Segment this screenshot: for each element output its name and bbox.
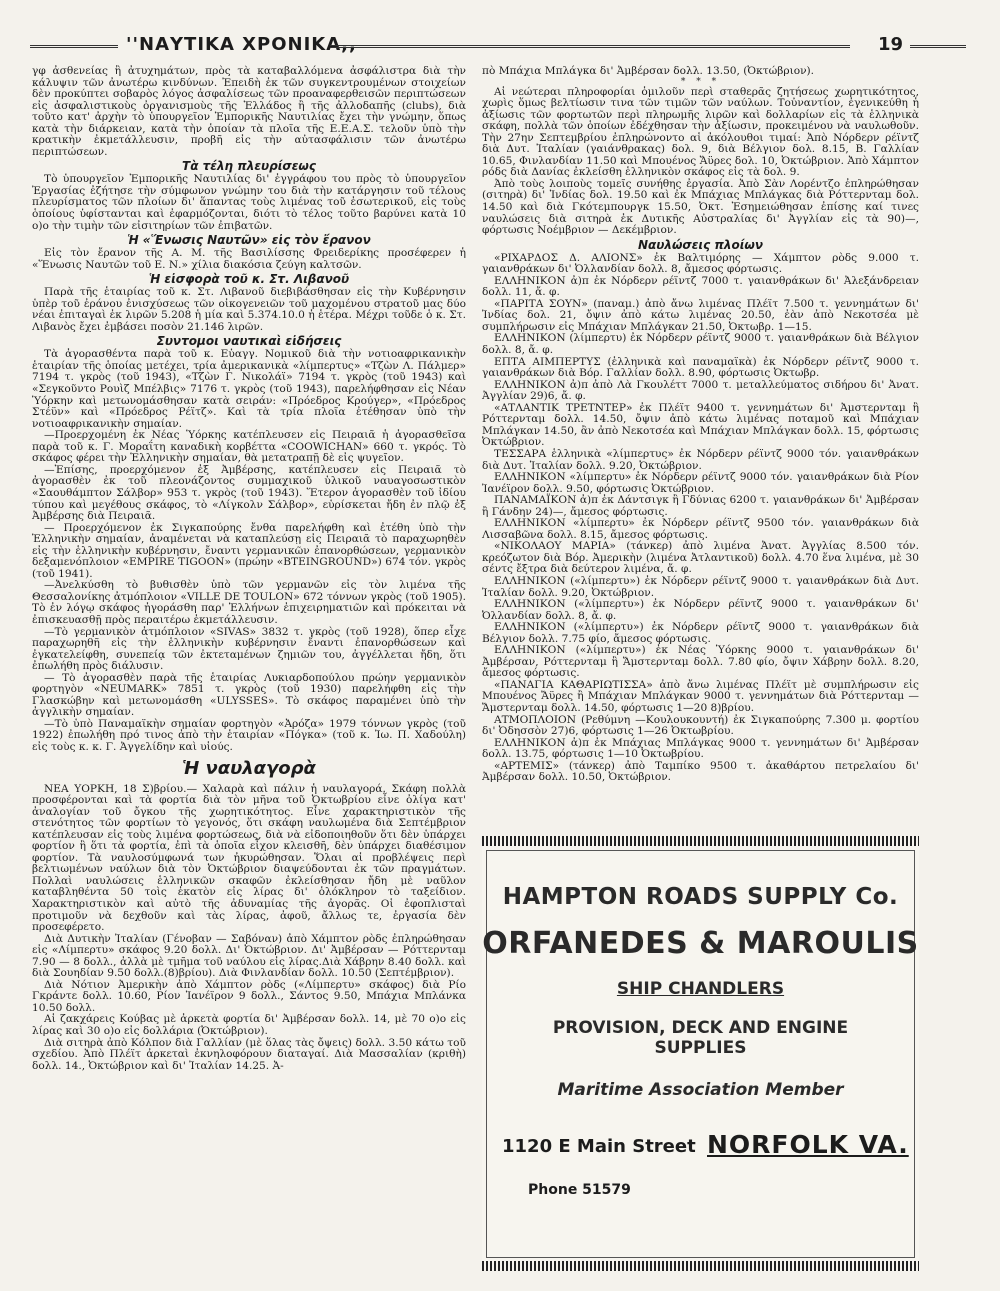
article-paragraph: —Προερχομένη ἐκ Νέας Ὑόρκης κατέπλευσεν εἰς Πειραιᾶ ἡ ἀγορασθεῖσα παρὰ τοῦ κ. Γ. Μοραΐτη καναδικὴ κορβέττα «COOWICHAN» 660 τ. γκρός. Τὸ σκάφος φέρει τὴν Ἑλληνικὴν σημαίαν, θὰ μετατραπῇ δὲ εἰς ψυγεῖον. bbox=[32, 429, 466, 465]
running-header bbox=[30, 34, 970, 58]
left-column bbox=[32, 66, 466, 1072]
article-paragraph: Παρὰ τῆς ἑταιρίας τοῦ κ. Στ. Λιβανοῦ διεβιβάσθησαν εἰς τὴν Κυβέρνησιν ὑπὲρ τοῦ ἐράνου ἐνισχύσεως τῶν οἰκογενειῶν τοῦ μαχομένου στρατοῦ μας δύο νέαι ἐπιταγαὶ ἐκ λιρῶν 5.208 ἡ μία καὶ 5.374.10.0 ἡ ἑτέρα. Μέχρι τοῦδε ὁ κ. Στ. Λιβανὸς ἔχει ἐμβάσει ποσὸν 21.146 λιρῶν. bbox=[32, 286, 466, 333]
article-paragraph: ΕΛΛΗΝΙΚΟΝ («λίμπερτυ») ἐκ Νόρδερν ρέϊντζ 9000 τ. γαιανθράκων διὰ Βέλγιον δολλ. 7.75 φίο, ἄμεσος φόρτωσις. bbox=[482, 621, 919, 645]
article-paragraph: — Τὸ ἀγορασθὲν παρὰ τῆς ἑταιρίας Λυκιαρδοπούλου πρώην γερμανικὸν φορτηγὸν «NEUMARK» 7851 τ. γκρὸς (τοῦ 1930) παρελήφθη εἰς τὴν Γλασκώβην καὶ μετωνομάσθη «ULYSSES». Τὸ σκάφος παραμένει ὑπὸ τὴν ἀγγλικὴν σημαίαν. bbox=[32, 671, 466, 719]
article-paragraph: «ΑΡΤΕΜΙΣ» (τάνκερ) ἀπὸ Ταμπίκο 9500 τ. ἀκαθάρτου πετρελαίου δι' Ἀμβέρσαν δολλ. 10.50, Ὀκτώβριον. bbox=[482, 759, 919, 784]
publication-title: ''ΝΑΥΤΙΚΑ ΧΡΟΝΙΚΑ,, bbox=[126, 34, 357, 55]
article-paragraph: —Ἐπίσης, προερχόμενον ἐξ Ἀμβέρσης, κατέπλευσεν εἰς Πειραιᾶ τὸ ἀγορασθὲν ἐκ τοῦ πλεονάζοντος συμμαχικοῦ ὑλικοῦ ναυαγοσωστικὸν «Σαουθάμπτον Σάλβορ» 953 τ. γκρὸς (τοῦ 1943). Ἕτερον ἀγορασθὲν τοῦ ἰδίου τύπου καὶ μεγέθους σκάφος, τὸ «Λίγκολν Σάλβορ», εὑρίσκεται ἤδη ἐν πλῷ ἐξ Ἀμβέρσης διὰ Πειραιᾶ. bbox=[32, 463, 466, 523]
article-paragraph: «ΑΤΛΑΝΤΙΚ ΤΡΕΤΝΤΕΡ» ἐκ Πλέϊτ 9400 τ. γεννημάτων δι' Ἀμστερνταμ ἢ Ρόττερνταμ δολλ. 14.50, ὄψιν ἀπὸ κάτω λιμένας ποταμοῦ καὶ Μπάχιαν Μπλάγκαν 14.50, ἂν ἀπὸ Νεκοτσέα καὶ Μπάχιαν Μπλάγκαν δολλ. 15, φόρτωσις Ὀκτώβριον. bbox=[482, 401, 919, 449]
section-heading-large: Ἡ ναυλαγορὰ bbox=[182, 757, 316, 779]
ad-border-bottom bbox=[482, 1261, 919, 1271]
ad-supplies-line2: SUPPLIES bbox=[654, 1038, 747, 1058]
article-paragraph: ΕΛΛΗΝΙΚΟΝ ἀ)π ἐκ Νόρδερν ρέϊντζ 7000 τ. γαιανθράκων δι' Ἀλεξάνδρειαν δολλ. 11, ἄ. φ. bbox=[482, 274, 919, 299]
article-paragraph: ΕΛΛΗΝΙΚΟΝ (λίμπερτυ) ἐκ Νόρδερν ρέϊντζ 9000 τ. γαιανθράκων διὰ Βέλγιον δολλ. 8, ἄ. φ. bbox=[482, 332, 919, 357]
article-paragraph: ΕΛΛΗΝΙΚΟΝ («λίμπερτυ») ἐκ Νόρδερν ρέϊντζ 9000 τ. γαιανθράκων διὰ Δυτ. Ἰταλίαν δολλ. 9.20, Ὀκτώβριον. bbox=[482, 574, 919, 599]
article-paragraph: πὸ Μπάχια Μπλάγκα δι' Ἀμβέρσαν δολλ. 13.50, (Ὀκτώβριον). bbox=[482, 65, 815, 77]
article-paragraph: ΕΛΛΗΝΙΚΟΝ «λίμπερτυ» ἐκ Νόρδερν ρέϊντζ 9500 τόν. γαιανθράκων διὰ Λισσαβῶνα δολλ. 8.15, ἄμεσος φόρτωσις. bbox=[482, 517, 919, 541]
section-heading: Ἡ εἰσφορὰ τοῦ κ. Στ. Λιβανοῦ bbox=[148, 272, 350, 287]
header-rule-left bbox=[30, 45, 118, 51]
article-paragraph: ΤΕΣΣΑΡΑ ἑλληνικὰ «λίμπερτυς» ἐκ Νόρδερν ρέϊντζ 9000 τόν. γαιανθράκων διὰ Δυτ. Ἰταλίαν δολλ. 9.20, Ὀκτώβριον. bbox=[482, 447, 919, 472]
article-paragraph: Αἱ ζακχάρεις Κούβας μὲ ἀρκετὰ φορτία δι' Ἀμβέρσαν δολλ. 14, μὲ 70 ο)ο εἰς λίρας καὶ 30 ο)ο εἰς δολλάρια (Ὀκτώβριον). bbox=[32, 1013, 466, 1038]
ad-firm-name: ORFANEDES & MAROULIS bbox=[482, 926, 919, 961]
page-number: 19 bbox=[878, 34, 904, 55]
section-heading: Ναυλώσεις πλοίων bbox=[637, 237, 763, 252]
article-paragraph: —Ἀνελκύσθη τὸ βυθισθὲν ὑπὸ τῶν γερμανῶν εἰς τὸν λιμένα τῆς Θεσσαλονίκης ἀτμόπλοιον «VILLE DE TOULON» 672 τόννων γκρὸς (τοῦ 1905). Τὸ ἐν λόγῳ σκάφος ἠγοράσθη παρ' Ἑλλήνων ἐπιχειρηματιῶν καὶ πρόκειται νὰ ἐπισκευασθῇ πρὸς περαιτέρω ἐκμετάλλευσιν. bbox=[32, 579, 466, 626]
article-paragraph: ΕΛΛΗΝΙΚΟΝ («λίμπερτυ») ἐκ Νόρδερν ρέϊντζ 9000 τ. γαιανθράκων δι' Ὀλλανδίαν δολλ. 8, ἄ. φ. bbox=[482, 598, 919, 622]
article-paragraph: ΠΑΝΑΜΑΪΚΟΝ ἀ)π ἐκ Δάντσιγκ ἢ Γδύνιας 6200 τ. γαιανθράκων δι' Ἀμβέρσαν ἢ Γάνδην 24)—, ἄμεσος φόρτωσις. bbox=[482, 494, 919, 518]
ad-ship-chandlers: SHIP CHANDLERS bbox=[616, 979, 785, 999]
ad-company-line: HAMPTON ROADS SUPPLY Co. bbox=[502, 884, 899, 910]
header-rule-right bbox=[910, 45, 966, 51]
article-paragraph: Διὰ σιτηρὰ ἀπὸ Κόλπον διὰ Γαλλίαν (μὲ ὅλας τὰς ὄψεις) δολλ. 3.50 κάτω τοῦ σχεδίου. Ἀπὸ Πλέϊτ ἀρκεταὶ ἐκνηλοφόρουν διαταγαί. Διὰ Μασσαλίαν (κριθὴ) δολλ. 14., Ὀκτώβριον καὶ δι' Ἰταλίαν 14.25. Ἀ- bbox=[32, 1036, 466, 1072]
right-column bbox=[482, 66, 919, 784]
section-heading: Συντομοι ναυτικαὶ εἰδήσεις bbox=[156, 334, 342, 349]
section-heading: Ἡ «Ἕνωσις Ναυτῶν» εἰς τὸν ἔρανον bbox=[127, 233, 371, 248]
article-paragraph: ΑΤΜΟΠΛΟΙΟΝ (Ρεθύμνη —Κουλουκουντή) ἐκ Σιγκαπούρης 7.300 μ. φορτίου δι' Ὀδησσὸν 27)6, φόρτωσις 1—26 Ὀκτωβρίου. bbox=[482, 713, 919, 738]
article-paragraph: Τὸ ὑπουργεῖον Ἐμπορικῆς Ναυτιλίας δι' ἐγγράφου του πρὸς τὸ ὑπουργεῖον Ἐργασίας ἐζήτησε τὴν σύμφωνον γνώμην του διὰ τὴν κατάργησιν τοῦ τέλους πλευρίσματος τῶν πλοίων δι' ἅπαντας τοὺς λιμένας τοῦ ἐσωτερικοῦ, εἰς τοὺς ὁποίους ὑφίστανται καὶ ἐφαρμόζονται, διότι τὸ τέλος τοῦτο βαρύνει κατὰ 10 ο)ο τὴν τιμὴν τῶν εἰσιτηρίων τῶν ἐπιβατῶν. bbox=[32, 173, 466, 232]
article-paragraph: «ΝΙΚΟΛΑΟΥ ΜΑΡΙΑ» (τάνκερ) ἀπὸ λιμένα Ἀνατ. Ἀγγλίας 8.500 τόν. κρεόζωτον διὰ Βόρ. Ἀμερικὴν (λιμένα Ἀτλαντικοῦ) δολλ. 4.70 ἕνα λιμένα, μὲ 30 σέντς ἔξτρα διὰ δεύτερον λιμένα, ἄ. φ. bbox=[482, 540, 919, 576]
article-paragraph: γφ ἀσθενείας ἢ ἀτυχημάτων, πρὸς τὰ καταβαλλόμενα ἀσφάλιστρα διὰ τὴν κάλυψιν τῶν ἀνωτέρω κινδύνων. Ἐπειδὴ ἐκ τῶν συγκεντρουμένων στοιχείων δὲν προκύπτει σοβαρὸς λόγος ἀσφαλίσεως τῶν προαναφερθεισῶν περιπτώσεων εἰς ἀσφαλιστικοὺς ὀργανισμοὺς τῆς Ἑλλάδος ἢ τῆς ἀλλοδαπῆς (clubs), διὰ τοῦτο κατ' ἀρχὴν τὸ ὑπουργεῖον Ἐμπορικῆς Ναυτιλίας ἔχει τὴν γνώμην, ὅπως κατὰ τὴν διάρκειαν, κατὰ τὴν ὁποίαν τὰ πλοῖα τῆς Ε.Ε.Α.Σ. τελοῦν ὑπὸ τὴν κρατικὴν ἐκμετάλλευσιν, προβῆ εἰς τὴν αὐτασφάλισιν τῶν ἀνωτέρω περιπτώσεων. bbox=[32, 65, 466, 158]
section-separator: * * * bbox=[680, 76, 721, 87]
section-heading: Τὰ τέλη πλευρίσεως bbox=[182, 159, 316, 174]
article-paragraph: ΝΕΑ ΥΟΡΚΗ, 18 Σ)βρίου.— Χαλαρὰ καὶ πάλιν ἡ ναυλαγορά. Σκάφη πολλὰ προσφέρονται καὶ τὰ φορτία διὰ τὸν μῆνα τοῦ Ὀκτωβρίου εἶνε ὀλίγα κατ' ἀναλογίαν τοῦ ὄγκου τῆς χωρητικότητος. Εἶνε χαρακτηριστικὸν τῆς στενότητος τῶν φορτίων τὸ γεγονός, ὅτι σκάφη ναυλωμένα διὰ Σεπτέμβριον κατέπλευσαν εἰς τοὺς λιμένα φορτώσεως, διὰ νὰ εἰδοποιηθοῦν ὅτι δὲν ὑπάρχει φορτίον ἢ ὅτι τὰ φορτία, ἐπὶ τὰ ὁποῖα εἶχον κλεισθῆ, δὲν ὑπάρχει διαθέσιμον φορτίον. Τὰ ναυλοσύμφωνά των ἠκυρώθησαν. Ὅλαι αἱ προβλέψεις περὶ βελτιωμένων ναύλων διὰ τὸν Ὀκτώβριον διαψεύδονται ἐκ τῶν πραγμάτων. Πολλαὶ ναυλώσεις ἑλληνικῶν σκαφῶν ἐκλείσθησαν ἤδη μὲ ναῦλον καταβληθέντα 50 τοὶς ἑκατὸν εἰς λίρας δι' ὁλόκληρον τὸ ταξείδιον. Χαρακτηριστικὸν καὶ αὐτὸ τῆς ἀδυναμίας τῆς ἀγορᾶς. Οἱ ἐφοπλισταὶ προτιμοῦν νὰ δεχθοῦν καὶ τὰς λίρας, ἀφοῦ, ἄλλως τε, ἐργασία δὲν προσεφέρετο. bbox=[32, 782, 466, 934]
article-paragraph: ΕΛΛΗΝΙΚΟΝ «λίμπερτυ» ἐκ Νόρδερν ρέϊντζ 9000 τόν. γαιανθράκων διὰ Ρίον Ἰανέϊρον δολλ. 9.50, φόρτωσις Ὀκτώβριον. bbox=[482, 471, 919, 495]
article-paragraph: —Τὸ γερμανικὸν ἀτμόπλοιον «SIVAS» 3832 τ. γκρὸς (τοῦ 1928), ὅπερ εἶχε παραχωρηθῆ εἰς τὴν ἑλληνικὴν κυβέρνησιν ἔναντι ἐπανορθώσεων καὶ ἐγκατελείφθη, συνεπείᾳ τῶν ἐκτεταμένων ζημιῶν του, ἀγγέλλεται ἤδη, ὅτι ἐπωλήθη πρὸς διάλυσιν. bbox=[32, 625, 466, 673]
article-paragraph: —Τὸ ὑπὸ Παναμαϊκὴν σημαίαν φορτηγὸν «Ἀρόζα» 1979 τόννων γκρὸς (τοῦ 1922) ἐπωλήθη πρό τινος ἀπὸ τὴν ἑταιρίαν «Πόγκα» (τοῦ κ. Ἰω. Π. Χαδούλη) εἰς τοὺς κ. κ. Γ. Ἀγγελίδην καὶ υἱούς. bbox=[32, 717, 466, 753]
article-paragraph: Αἱ νεώτεραι πληροφορίαι ὁμιλοῦν περὶ σταθερᾶς ζητήσεως χωρητικότητος, χωρὶς ὅμως βελτίωσιν τινα τῶν τιμῶν τῶν ναύλων. Τοὐναντίον, ἐγενικεύθη ἡ ἀξίωσις τῶν φορτωτῶν περὶ πληρωμῆς λιρῶν καὶ δολλαρίων εἰς τὰ ἑλληνικὰ σκάφη, πολλὰ τῶν ὁποίων ἐδέχθησαν τὴν ἀξίωσιν, προκειμένου νὰ ναυλωθοῦν. Τὴν 27ην Σεπτεμβρίου ἐπληρώνοντο αἱ ἀκόλουθοι τιμαί: Ἀπὸ Νόρδερν ρέϊντζ διὰ Δυτ. Ἰταλίαν (γαιάνθρακας) δολ. 9, διὰ Βέλγιον δολ. 8.15, Β. Γαλλίαν 10.65, Φινλανδίαν 11.50 καὶ Μπουένος Ἄϋρες δολ. 10, Ὀκτώβριον. Ἀπὸ Χάμπτον ρόδς διὰ Δανίας ἐκλείσθη ἑλληνικὸν σκάφος εἰς τὰ δολ. 9. bbox=[482, 85, 919, 179]
advertisement-box bbox=[482, 836, 919, 1271]
ad-phone: Phone 51579 bbox=[528, 1182, 631, 1198]
article-paragraph: Διὰ Νότιον Ἀμερικὴν ἀπὸ Χάμπτον ρὸδς («Λίμπερτυ» σκάφος) διὰ Ρίο Γκράντε δολλ. 10.60, Ρίον Ἰανέϊρον 9 δολλ., Σάντος 9.50, Μπάχια Μπλάνκα 10.50 δολλ. bbox=[32, 978, 466, 1014]
article-paragraph: ΕΛΛΗΝΙΚΟΝ ἀ)π ἐκ Μπάχιας Μπλάγκας 9000 τ. γεννημάτων δι' Ἀμβέρσαν δολλ. 13.75, φόρτωσις 1—10 Ὀκτωβρίου. bbox=[482, 736, 919, 761]
ad-membership: Maritime Association Member bbox=[557, 1080, 844, 1100]
article-paragraph: «ΠΑΝΑΓΙΑ ΚΑΘΑΡΙΩΤΙΣΣΑ» ἀπὸ ἄνω λιμένας Πλέϊτ μὲ συμπλήρωσιν εἰς Μπουένος Ἄϋρες ἢ Μπάχιαν Μπλάγκαν 9000 τ. γεννημάτων διὰ Ρόττερνταμ — Ἄμστερνταμ δολλ. 14.50, φόρτωσις 1—20 8)βρίου. bbox=[482, 678, 919, 714]
ad-city: NORFOLK VA. bbox=[707, 1130, 909, 1159]
article-paragraph: ΕΠΤΑ ΑΙΜΠΕΡΤΥΣ (ἑλληνικὰ καὶ παναμαϊκὰ) ἐκ Νόρδερν ρέϊντζ 9000 τ. γαιανθράκων διὰ Βόρ. Γαλλίαν δολλ. 8.90, φόρτωσις Ὀκτωβρ. bbox=[482, 355, 919, 380]
article-paragraph: Εἰς τὸν ἔρανον τῆς Α. Μ. τῆς Βασιλίσσης Φρειδερίκης προσέφερεν ἡ «Ἕνωσις Ναυτῶν τοῦ Ε. Ν.» χίλια διακόσια ζεύγη καλτσῶν. bbox=[32, 247, 466, 271]
ad-border-top bbox=[482, 836, 919, 846]
ad-street-address: 1120 E Main Street bbox=[502, 1136, 696, 1157]
article-paragraph: ΕΛΛΗΝΙΚΟΝ ἀ)π ἀπὸ Λὰ Γκουλέττ 7000 τ. μεταλλεύματος σιδήρου δι' Ἀνατ. Ἀγγλίαν 29)6, ἄ. φ. bbox=[482, 378, 919, 403]
article-paragraph: Τὰ ἀγορασθέντα παρὰ τοῦ κ. Εὐαγγ. Νομικοῦ διὰ τὴν νοτιοαφρικανικὴν ἑταιρίαν τῆς ὁποίας μετέχει, τρία ἀμερικανικὰ «λίμπερτυς» «Τζὼν Λ. Πάλμερ» 7194 τ. γκρὸς (τοῦ 1943), «Τζὼν Γ. Νικολάϊ» 7194 τ. γκρὸς (τοῦ 1943) καὶ «Σεγκοῦντο Ρουὶζ Μπέλβις» 7176 τ. γκρὸς (τοῦ 1943), παρελήφθησαν εἰς Νέαν Ὑόρκην καὶ μετωνομάσθησαν κατὰ σειράν: «Πρόεδρος Κρούγερ», «Πρόεδρος Στέϋν» καὶ «Πρόεδρος Ρέϊτζ». Καὶ τὰ τρία πλοῖα ἐτέθησαν ὑπὸ τὴν νοτιοαφρικανικὴν σημαίαν. bbox=[32, 348, 466, 430]
ad-supplies-line1: PROVISION, DECK AND ENGINE bbox=[552, 1018, 849, 1038]
article-paragraph: Διὰ Δυτικὴν Ἰταλίαν (Γένοβαν — Σαβόναν) ἀπὸ Χάμπτον ρὸδς ἐπληρώθησαν εἰς «Λίμπερτυ» σκάφος 9.20 δολλ. Δι' Ὀκτώβριον. Δι' Ἀμβέρσαν — Ρόττερνταμ 7.90 — 8 δολλ., ἀλλὰ μὲ τμῆμα τοῦ ναύλου εἰς λίρας.Διὰ Χάβρην 8.40 δολλ. καὶ διὰ Σουηδίαν 9.50 δολλ.(8)βρίου). Διὰ Φινλανδίαν δολλ. 10.50 (Σεπτέμβριον). bbox=[32, 932, 466, 980]
article-paragraph: «ΠΑΡΙΤΑ ΣΟΥΝ» (παναμ.) ἀπὸ ἄνω λιμένας Πλέϊτ 7.500 τ. γεννημάτων δι' Ἰνδίας δολ. 21, ὄψιν ἀπὸ κάτω λιμένας 20.50, ἐὰν ἀπὸ Νεκοτσέα μὲ συμπλήρωσιν εἰς Μπάχιαν Μπλάγκαν 21.50, Ὀκτωβρ. 1—15. bbox=[482, 297, 919, 333]
article-paragraph: ΕΛΛΗΝΙΚΟΝ («λίμπερτυ») ἐκ Νέας Ὑόρκης 9000 τ. γαιανθράκων δι' Ἀμβέρσαν, Ρόττερνταμ ἢ Ἄμστερνταμ δολλ. 7.80 φίο, ὄψιν Χάβρην δολλ. 8.20, ἄμεσος φόρτωσις. bbox=[482, 644, 919, 680]
article-paragraph: «ΡΙΧΑΡΔΟΣ Δ. ΑΛΙΟΝΣ» ἐκ Βαλτιμόρης — Χάμπτον ρὸδς 9.000 τ. γαιανθράκων δι' Ὀλλανδίαν δολλ. 8, ἄμεσος φόρτωσις. bbox=[482, 251, 919, 276]
article-paragraph: — Προερχόμενον ἐκ Σιγκαπούρης ἔνθα παρελήφθη καὶ ἐτέθη ὑπὸ τὴν Ἑλληνικὴν σημαίαν, ἀναμένεται νὰ καταπλεύσῃ εἰς Πειραιᾶ τὸ παραχωρηθὲν εἰς τὴν ἑλληνικὴν κυβέρνησιν, ἔναντι γερμανικῶν ἐπανορθώσεων, γερμανικὸν δεξαμενόπλοιον «EMPIRE TIGOON» (πρώην «BTEINGROUND») 674 τόν. γκρὸς (τοῦ 1941). bbox=[32, 521, 466, 580]
article-paragraph: Ἀπὸ τοὺς λοιποὺς τομεῖς συνήθης ἐργασία. Ἀπὸ Σὰν Λορέντζο ἐπληρώθησαν (σιτηρὰ) δι' Ἰνδίας δολ. 19.50 καὶ ἐκ Μπάχιας Μπλάγκας διὰ Ρόττερνταμ δολ. 14.50 καὶ διὰ Γκότεμπουργκ 15.50, Ὀκτ. Ἐσημειώθησαν ἐπίσης καί τινες ναυλώσεις διὰ σιτηρὰ ἐκ Δυτικῆς Αὐστραλίας δι' Ἀγγλίαν εἰς τὰ 90)—, φόρτωσις Νοέμβριον — Δεκέμβριον. bbox=[482, 177, 919, 237]
header-rule-middle bbox=[330, 45, 850, 51]
